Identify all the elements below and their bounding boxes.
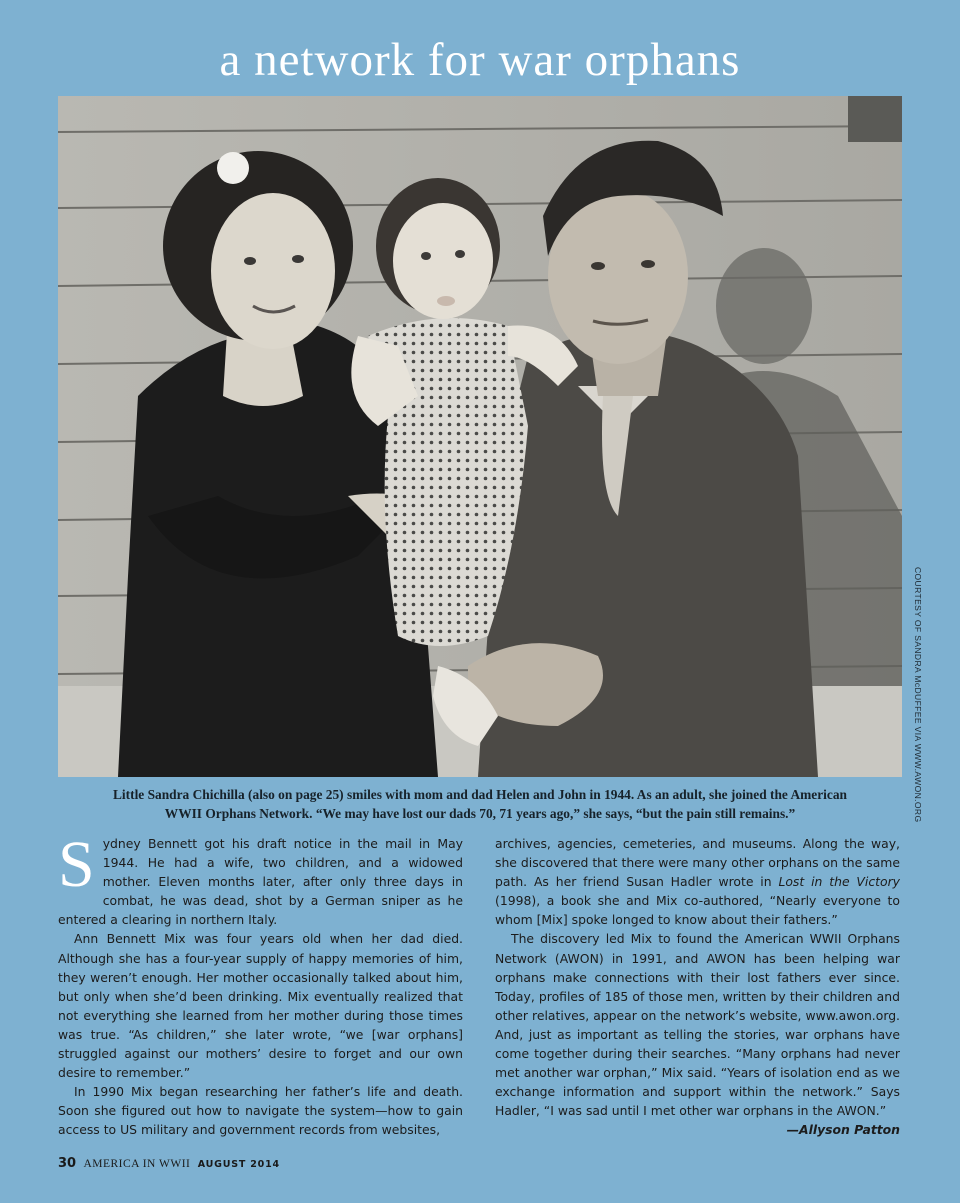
article-paragraph-5: The discovery led Mix to found the American WWII Orphans Network (AWON) in 1991, and AWON has been helping war orphans make connections with their lost fathers ever since. Today, profiles of 185 of those men, written by their children and other relatives, appear on the network’s website, www.awon.org. And, just as important as telling the stories, war orphans have come together during their searches. “Many orphans had never met another war orphan,” Mix said. “Years of isolation end as we exchange information and support within the network.” Says Hadler, “I was sad until I met other war orphans in the AWON.”: [495, 931, 900, 1119]
article-paragraph-3: In 1990 Mix began researching her father’s life and death. Soon she figured out how to navigate the system—how to gain access to US military and government records from websites,: [58, 1084, 463, 1138]
magazine-name: AMERICA IN WWII: [83, 1158, 191, 1170]
photo-credit: COURTESY OF SANDRA McDUFFEE VIA WWW.AWON.ORG: [913, 567, 923, 823]
article-paragraph-4: [495, 834, 900, 929]
photo-caption: [60, 785, 900, 823]
article-column-right: [495, 834, 900, 1140]
issue-date: AUGUST 2014: [197, 1159, 280, 1170]
paragraph-1-text: ydney Bennett got his draft notice in the mail in May 1944. He had a wife, two children, and a widowed mother. Eleven months later, after only three days in combat, he was dead, shot by a German sniper as he entered a clearing in northern Italy.: [58, 836, 463, 928]
article-column-left: [58, 828, 463, 1140]
caption-line-2: WWII Orphans Network. “We may have lost our dads 70, 71 years ago,” she says, “but the pain still remains.”: [164, 806, 796, 821]
paragraph-4-text-b: (1998), a book she and Mix co-authored, “Nearly everyone to whom [Mix] spoke longed to know about their fathers.”: [495, 893, 900, 928]
drop-cap: S: [58, 828, 95, 901]
family-photo: [58, 96, 902, 777]
page-number: 30: [58, 1156, 77, 1171]
family-photo-illustration: [58, 96, 902, 777]
caption-line-1: Little Sandra Chichilla (also on page 25) smiles with mom and dad Helen and John in 1944. As an adult, she joined the American: [113, 787, 847, 802]
author-signature: —Allyson Patton: [786, 1122, 900, 1138]
article-paragraph-1: [58, 828, 463, 929]
book-title: Lost in the Victory: [778, 874, 900, 890]
page-footer: [58, 1156, 280, 1171]
article-paragraph-2: Ann Bennett Mix was four years old when her dad died. Although she has a four-year supply of happy memories of him, they weren’t enough. Her mother occasionally talked about him, but only when she’d been drinking. Mix eventually realized that not everything she learned from her mother during those times was true. “As children,” she later wrote, “we [war orphans] struggled against our mothers’ desire to forget and our own desire to remember.”: [58, 931, 463, 1081]
page-title: a network for war orphans: [219, 34, 741, 86]
paragraph-4-text-a: archives, agencies, cemeteries, and museums. Along the way, she discovered that there were many other orphans on the same path. As her friend Susan Hadler wrote in: [495, 836, 900, 890]
